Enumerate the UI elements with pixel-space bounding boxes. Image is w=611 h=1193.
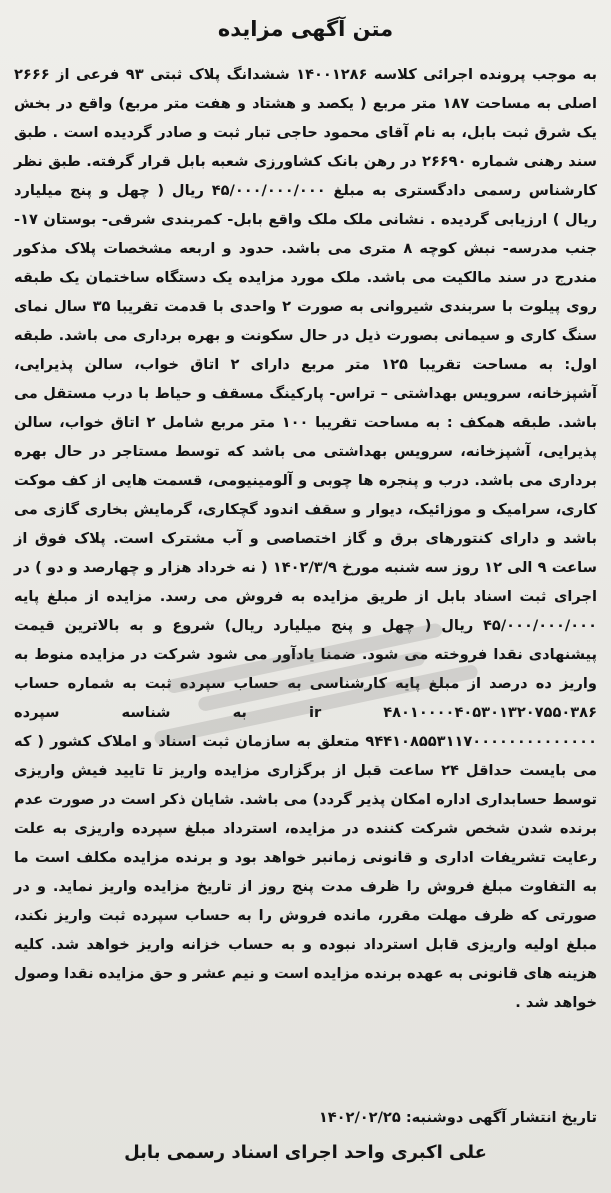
notice-body: به موجب پرونده اجرائی کلاسه ۱۴۰۰۱۲۸۶ ششدانگ پلاک ثبتی ۹۳ فرعی از ۲۶۶۶ اصلی به مساحت ۱۸۷ متر مربع ( یکصد و هشتاد و هفت متر مربع) واقع در بخش یک شرق ثبت بابل، به نام آقای محمود حاجی تبار ثبت و صادر گردیده است . طبق سند رهنی شماره ۲۶۶۹۰ در رهن بانک کشاورزی شعبه بابل قرار گرفته. طبق نظر کارشناس رسمی دادگستری به مبلغ ۴۵/۰۰۰/۰۰۰/۰۰۰ ریال ( چهل و پنج میلیارد ریال ) ارزیابی گردیده . نشانی ملک ملک واقع بابل- کمربندی شرقی- بوستان ۱۷- جنب مدرسه- نبش کوچه ۸ متری می باشد. حدود و اربعه مشخصات پلاک مذکور مندرج در سند مالکیت می باشد. ملک مورد مزایده یک دستگاه ساختمان یک طبقه روی پیلوت با سربندی شیروانی به صورت ۲ واحدی با قدمت تقریبا ۳۵ سال نمای سنگ کاری و سیمانی بصورت ذیل در حال سکونت و بهره برداری می باشد. طبقه اول: به مساحت تقریبا ۱۲۵ متر مربع دارای ۲ اتاق خواب، سالن پذیرایی، آشپزخانه، سرویس بهداشتی – تراس- پارکینگ مسقف و حیاط با درب مستقل می باشد. طبقه همکف : به مساحت تقریبا ۱۰۰ متر مربع شامل ۲ اتاق خواب، سالن پذیرایی، آشپزخانه، سرویس بهداشتی می باشد که توسط مستاجر در حال بهره برداری می باشد. درب و پنجره ها چوبی و آلومینیومی، قسمت هایی از کف موکت کاری، سرامیک و موزائیک، دیوار و سقف اندود گچکاری، گرمایش بخاری گازی می باشد و دارای کنتورهای برق و گاز اختصاصی و آب مشترک است. پلاک فوق از ساعت ۹ الی ۱۲ روز سه شنبه مورخ ۱۴۰۲/۳/۹ ( نه خرداد هزار و چهارصد و دو ) در اجرای ثبت اسناد بابل از طریق مزایده به فروش می رسد. مزایده از مبلغ پایه ۴۵/۰۰۰/۰۰۰/۰۰۰ ریال ( چهل و پنج میلیارد ریال) شروع و به بالاترین قیمت پیشنهادی نقدا فروخته می شود. ضمنا یادآور می شود شرکت در مزایده منوط به واریز ده درصد از مبلغ پایه کارشناسی به حساب سپرده ثبت به شماره حساب ۴۸۰۱۰۰۰۰۴۰۵۳۰۱۳۲۰۷۵۵۰۳۸۶ ir به شناسه سپرده ۹۴۴۱۰۸۵۵۳۱۱۷۰۰۰۰۰۰۰۰۰۰۰۰۰۰ متعلق به سازمان ثبت اسناد و املاک کشور ( که می بایست حداقل ۲۴ ساعت قبل از برگزاری مزایده واریز تا تایید فیش واریزی توسط حسابداری اداره امکان پذیر گردد) می باشد. شایان ذکر است در صورت عدم برنده شدن شخص شرکت کننده در مزایده، استرداد مبلغ سپرده واریزی به علت رعایت تشریفات اداری و قانونی زمانبر خواهد بود و برنده مزایده مکلف است ما به التفاوت مبلغ فروش را ظرف مدت پنج روز از تاریخ مزایده واریز نماید. و در صورتی که ظرف مهلت مقرر، مانده فروش را به حساب سپرده ثبت واریز نکند، مبلغ اولیه واریزی قابل استرداد نبوده و به حساب خزانه واریز خواهد شد. کلیه هزینه های قانونی به عهده برنده مزایده است و نیم عشر و حق مزایده نقدا وصول خواهد شد . [14,66,598,1011]
signature: علی اکبری واحد اجرای اسناد رسمی بابل [124,1142,487,1163]
publish-date: تاریخ انتشار آگهی دوشنبه: ۱۴۰۲/۰۲/۲۵ [318,1109,597,1126]
notice-title: متن آگهی مزایده [217,17,394,41]
